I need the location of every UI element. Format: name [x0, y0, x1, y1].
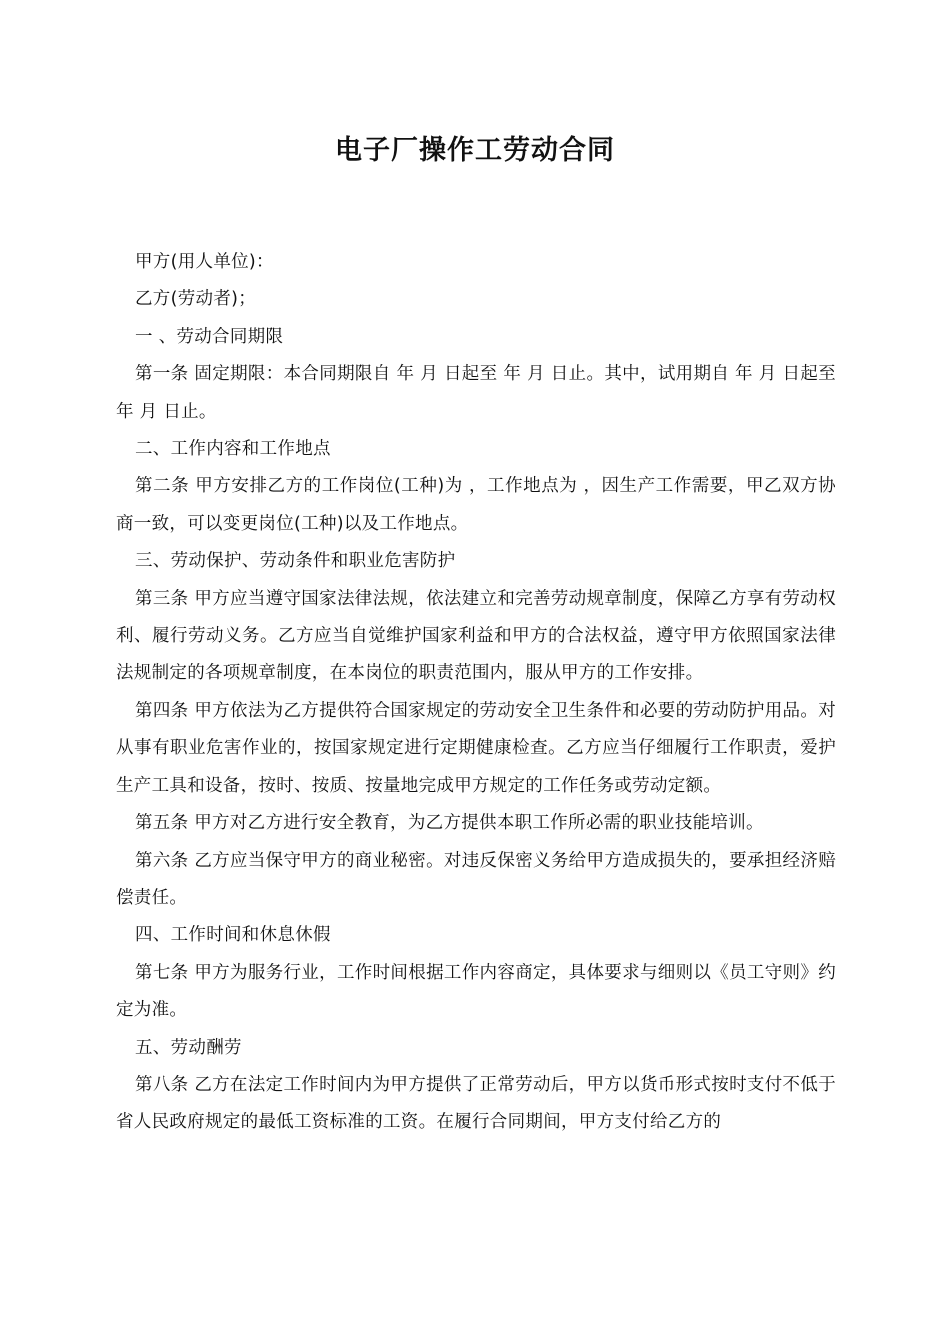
party-a-line: 甲方(用人单位)：: [135, 252, 274, 272]
article-4: 第四条 甲方依法为乙方提供符合国家规定的劳动安全卫生条件和必要的劳动防护用品。对从事有职业危害作业的，按国家规定进行定期健康检查。乙方应当仔细履行工作职责，爱护生产工具和设备，按时、按质、按量地完成甲方规定的工作任务或劳动定额。: [116, 700, 836, 796]
section-heading-work: 二、工作内容和工作地点: [135, 439, 331, 460]
document-title: 电子厂操作工劳动合同: [335, 135, 615, 166]
article-2: 第二条 甲方安排乙方的工作岗位(工种)为 ，工作地点为 ，因生产工作需要，甲乙双方协商一致，可以变更岗位(工种)以及工作地点。: [116, 476, 836, 534]
section-heading-protection: 三、劳动保护、劳动条件和职业危害防护: [135, 551, 456, 572]
section-heading-term: 一 、劳动合同期限: [135, 326, 284, 347]
article-1: 第一条 固定期限：本合同期限自 年 月 日起至 年 月 日止。其中，试用期自 年 月 日起至 年 月 日止。: [116, 364, 836, 422]
party-b-line: 乙方(劳动者)；: [135, 289, 257, 310]
article-5: 第五条 甲方对乙方进行安全教育，为乙方提供本职工作所必需的职业技能培训。: [135, 813, 764, 834]
article-7: 第七条 甲方为服务行业，工作时间根据工作内容商定，具体要求与细则以《员工守则》约定为准。: [116, 962, 836, 1021]
article-8: 第八条 乙方在法定工作时间内为甲方提供了正常劳动后，甲方以货币形式按时支付不低于省人民政府规定的最低工资标准的工资。在履行合同期间，甲方支付给乙方的: [116, 1074, 836, 1133]
article-6: 第六条 乙方应当保守甲方的商业秘密。对违反保密义务给甲方造成损失的，要承担经济赔偿责任。: [116, 850, 836, 908]
article-3: 第三条 甲方应当遵守国家法律法规，依法建立和完善劳动规章制度，保障乙方享有劳动权利、履行劳动义务。乙方应当自觉维护国家利益和甲方的合法权益，遵守甲方依照国家法律法规制定的各项规章制度，在本岗位的职责范围内，服从甲方的工作安排。: [116, 588, 836, 684]
section-heading-hours: 四、工作时间和休息休假: [135, 925, 331, 946]
document-body: [116, 244, 836, 1142]
section-heading-pay: 五、劳动酬劳: [135, 1037, 242, 1058]
